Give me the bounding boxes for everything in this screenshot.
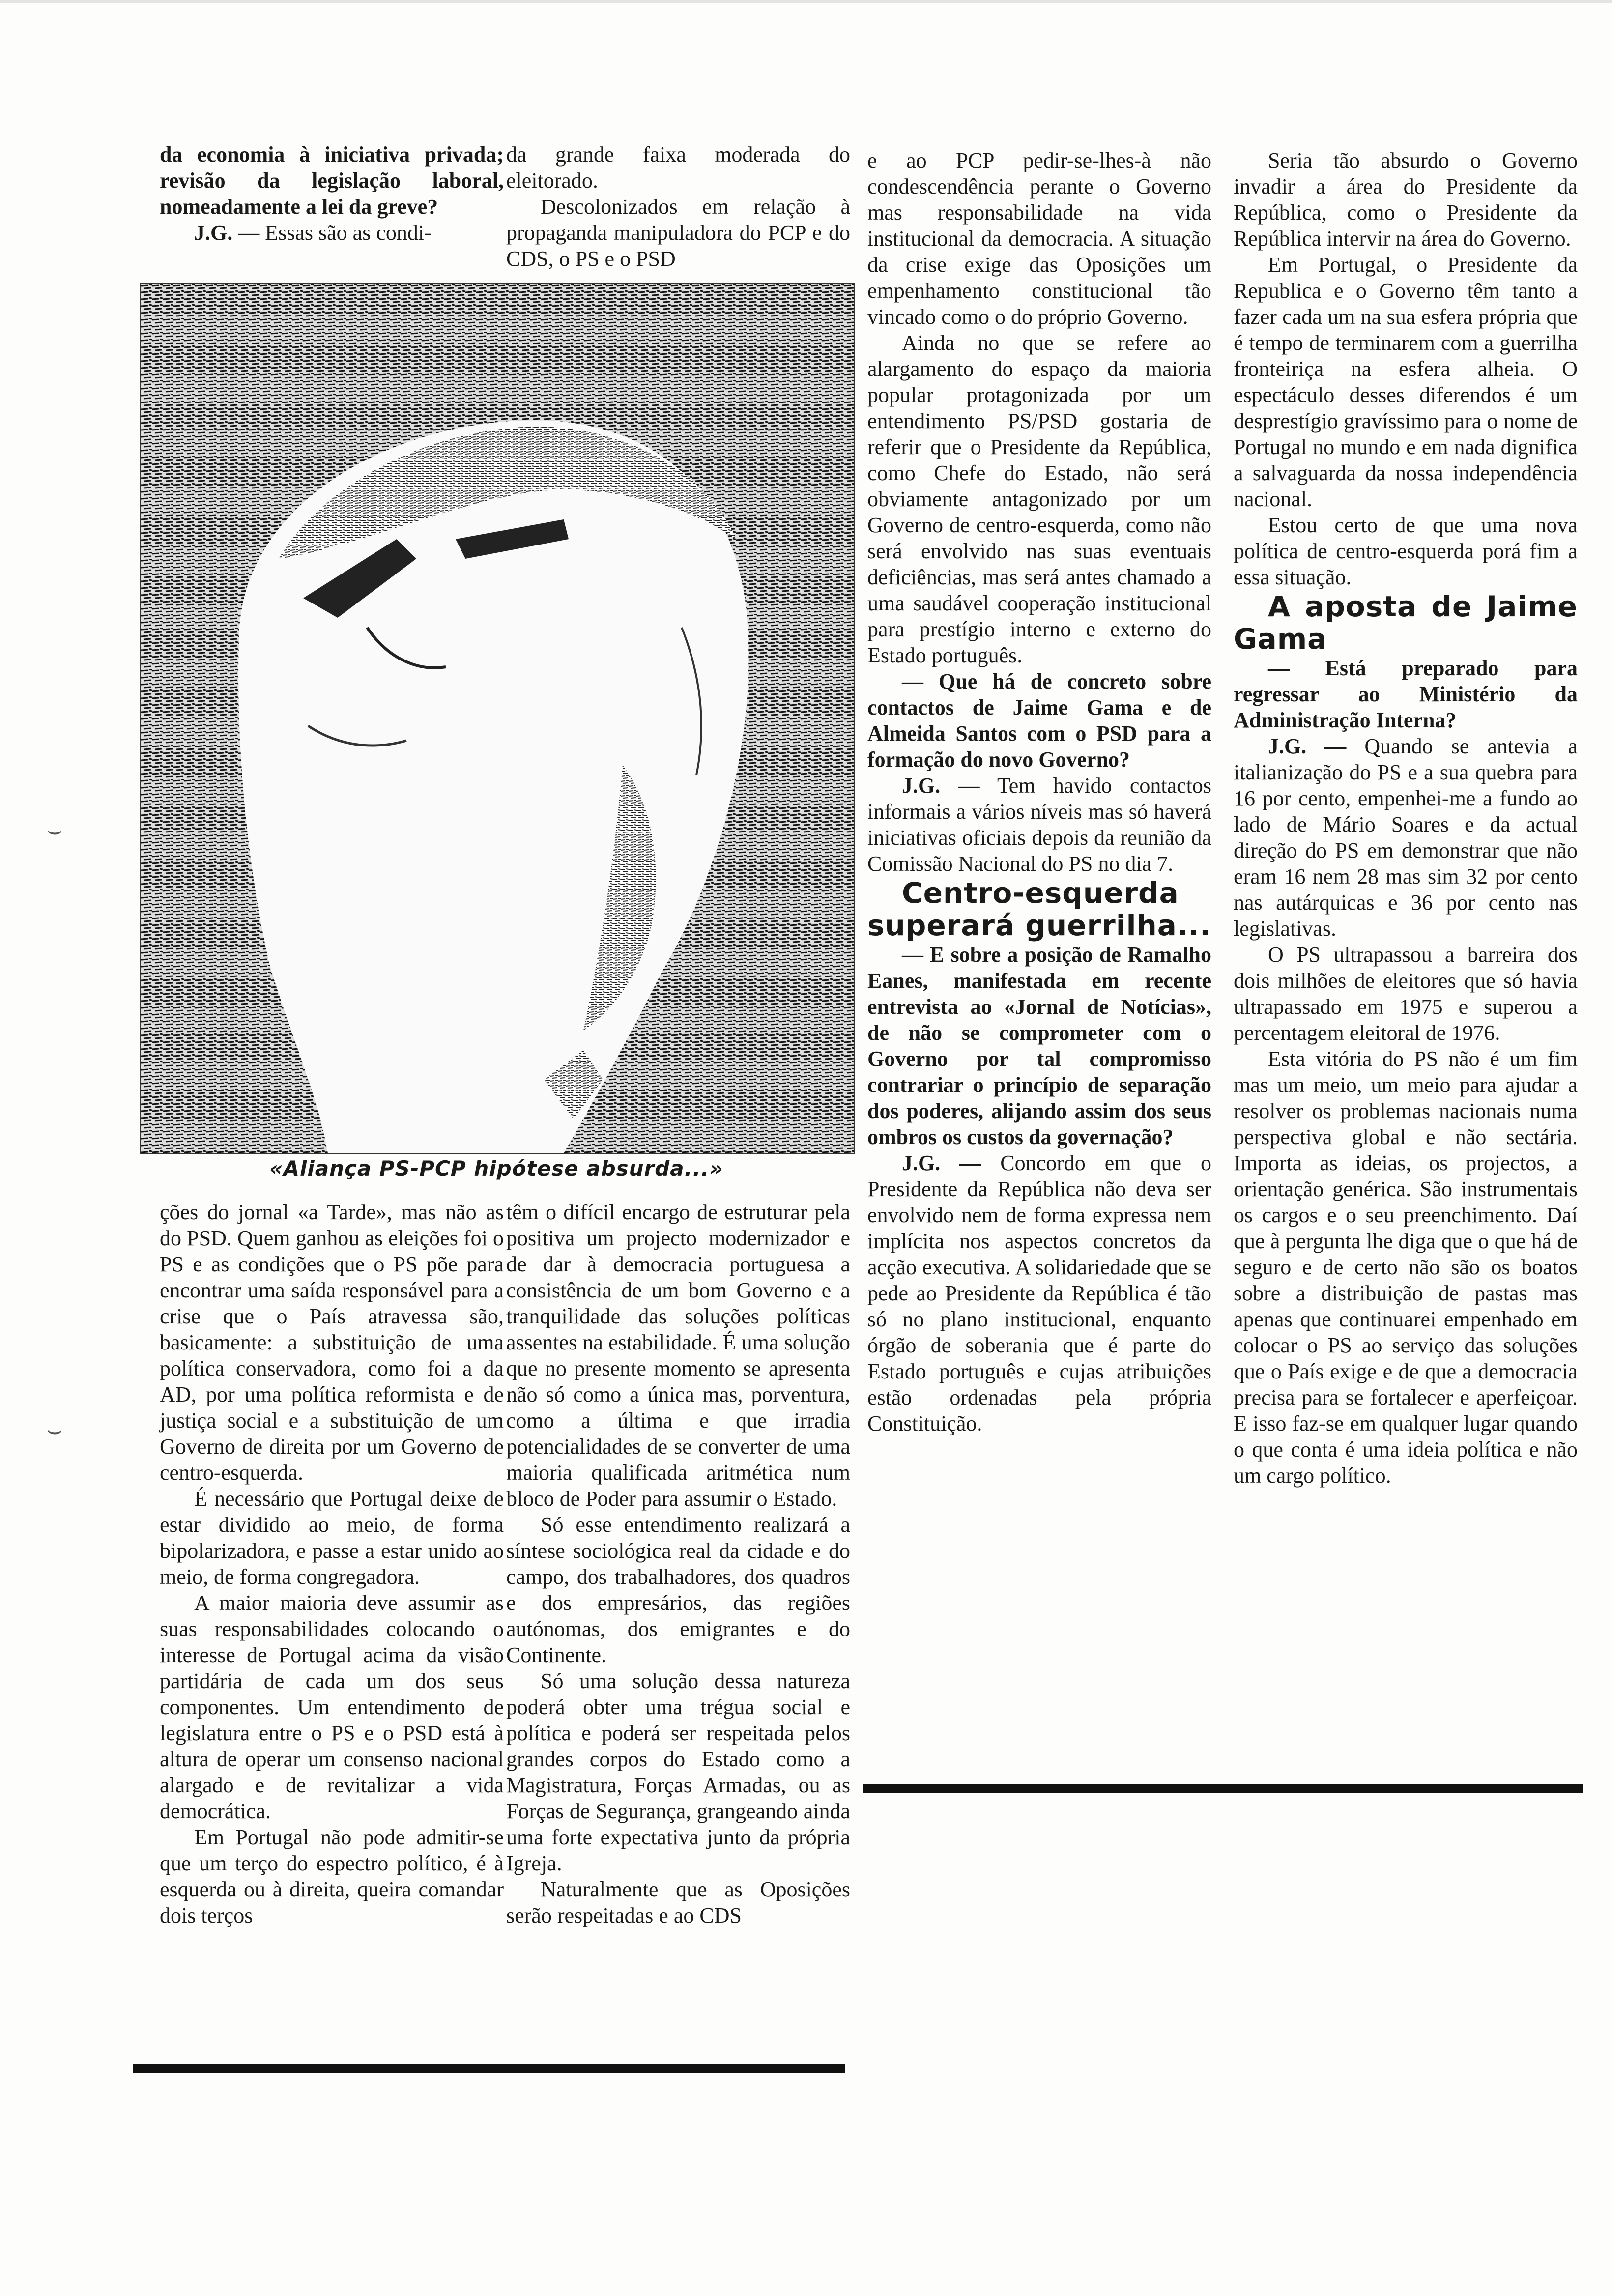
answer-body: Concordo em que o Presidente da República não deva ser envolvido nem de forma expressa nem implícita nos aspectos concretos da acção executiva. A solidariedade que se pede ao Presidente da República é tão só no plano institucional, enquanto órgão de soberania que é parte do Estado português e cujas atribuições estão ordenadas pela própria Constituição. xyxy=(867,1151,1212,1435)
paragraph: Só esse entendimento realizará a síntese sociológica real da cidade e do campo, dos trabalhadores, dos quadros e dos empresários, das regiões autónomas, dos emigrantes e do Continente. xyxy=(506,1513,850,1667)
section-subhead: Centro-esquerda superará guerrilha... xyxy=(867,876,1211,942)
paragraph: Descolonizados em relação à propaganda manipuladora do PCP e do CDS, o PS e o PSD xyxy=(506,195,850,271)
column-1-bottom xyxy=(160,1199,504,2030)
paragraph: ções do jornal «a Tarde», mas não as do PSD. Quem ganhou as eleições foi o PS e as condições que o PS põe para encontrar uma saída responsável para a crise que o País atravessa são, basicamente: a substituição de uma política conservadora, como foi a da AD, por uma política reformista e de justiça social e a substituição de um Governo de direita por um Governo de centro-esquerda. xyxy=(160,1200,504,1485)
paragraph: Ainda no que se refere ao alargamento do espaço da maioria popular protagonizada por um entendimento PS/PSD gostaria de referir que o Presidente da República, como Chefe do Estado, não será obviamente antagonizado por um Governo de centro-esquerda, como não será envolvido nas suas eventuais deficiências, mas será antes chamado a uma saudável cooperação institucional para prestígio interno e externo do Estado português. xyxy=(867,331,1211,667)
column-3 xyxy=(867,147,1211,1774)
answer-body: Tem havido contactos informais a vários níveis mas só haverá iniciativas oficiais depois da reunião da Comissão Nacional do PS no dia 7. xyxy=(867,774,1211,876)
paragraph: e ao PCP pedir-se-lhes-à não condescendência perante o Governo mas responsabilidade na vida institucional da democracia. A situação da crise exige das Oposições um empenhamento constitucional tão vincado como o do próprio Governo. xyxy=(867,148,1211,329)
column-1-top xyxy=(160,142,504,274)
paragraph: Estou certo de que uma nova política de centro-esquerda porá fim a essa situação. xyxy=(1234,513,1578,589)
speaker-label: J.G. — xyxy=(1268,734,1347,758)
paragraph: Seria tão absurdo o Governo invadir a área do Presidente da República, como o Presidente da República intervir na área do Governo. xyxy=(1234,148,1578,251)
column-2-top xyxy=(506,142,850,274)
paragraph: Naturalmente que as Oposições serão respeitadas e ao CDS xyxy=(506,1877,850,1927)
paragraph: Em Portugal não pode admitir-se que um terço do espectro político, é à esquerda ou à direita, queira comandar dois terços xyxy=(160,1825,504,1927)
answer-text xyxy=(1234,733,1578,942)
paragraph: Esta vitória do PS não é um fim mas um meio, um meio para ajudar a resolver os problemas nacionais numa perspectiva global e não sectária. Importa as ideias, os projectos, a orientação genérica. São instrumentais os cargos e o seu preenchimento. Daí que à pergunta lhe diga que o que há de seguro e de certo não são os boatos sobre a distribuição de pastas mas apenas que continuarei empenhado em colocar o PS ao serviço das soluções que o País exige e de que a democracia precisa para se fortalecer e aperfeiçoar. E isso faz-se em qualquer lugar quando o que conta é uma ideia política e não um cargo político. xyxy=(1234,1047,1578,1488)
question-text: da economia à iniciativa privada; revisão da legislação laboral, nomeadamente a lei da greve? xyxy=(160,143,504,219)
speaker-label: J.G. — xyxy=(902,1151,981,1175)
paragraph: Só uma solução dessa natureza poderá obter uma trégua social e política e poderá ser respeitada pelos grandes corpos do Estado como a Magistratura, Forças Armadas, ou as Forças de Segurança, grangeando ainda uma forte expectativa junto da própria Igreja. xyxy=(506,1669,850,1875)
portrait-photo xyxy=(140,283,855,1154)
portrait-image xyxy=(141,284,854,1153)
paragraph: O PS ultrapassou a barreira dos dois milhões de eleitores que só havia ultrapassado em 1975 e superou a percentagem eleitoral de 1976. xyxy=(1234,943,1578,1045)
paragraph: da grande faixa moderada do eleitorado. xyxy=(506,143,850,193)
photo-caption: «Aliança PS-PCP hipótese absurda...» xyxy=(269,1156,723,1180)
column-end-rule xyxy=(133,2064,845,2073)
top-border xyxy=(0,0,1612,3)
speaker-label: J.G. — xyxy=(902,774,980,798)
speaker-label: J.G. — xyxy=(194,221,260,245)
column-4 xyxy=(1234,147,1578,1774)
paragraph: A maior maioria deve assumir as suas responsabilidades colocando o interesse de Portugal acima da visão partidária de cada um dos seus componentes. Um entendimento de legislatura entre o PS e o PSD está à altura de operar um consenso nacional alargado e de revitalizar a vida democrática. xyxy=(160,1591,504,1823)
column-2-bottom xyxy=(506,1199,850,2030)
margin-mark: ⌣ xyxy=(47,1415,63,1444)
question-text: — Que há de concreto sobre contactos de Jaime Gama e de Almeida Santos com o PSD para a formação do novo Governo? xyxy=(867,669,1211,772)
section-subhead: A aposta de Jaime Gama xyxy=(1234,590,1578,656)
question-text: — E sobre a posição de Ramalho Eanes, manifestada em recente entrevista ao «Jornal de Notícias», de não se comprometer com o Governo por tal compromisso contrariar o princípio de separação dos poderes, alijando assim dos seus ombros os custos da governação? xyxy=(867,943,1211,1149)
question-text: — Está preparado para regressar ao Ministério da Administração Interna? xyxy=(1234,656,1578,732)
column-end-rule xyxy=(863,1784,1583,1793)
paragraph: Em Portugal, o Presidente da Republica e o Governo têm tanto a fazer cada um na sua esfera própria que é tempo de terminarem com a guerrilha fronteiriça na esfera alheia. O espectáculo desses diferendos é um desprestígio gravíssimo para o nome de Portugal no mundo e em nada dignifica a salvaguarda da nossa independência nacional. xyxy=(1234,253,1578,511)
answer-text xyxy=(867,773,1211,877)
answer-body: Quando se antevia a italianização do PS e a sua quebra para 16 por cento, empenhei-me a fundo ao lado de Mário Soares e da actual direção do PS em demonstrar que não eram 16 nem 28 mas sim 32 por cento nas autárquicas e 36 por cento nas legislativas. xyxy=(1234,734,1578,941)
margin-mark: ⌣ xyxy=(47,816,63,844)
answer-text xyxy=(160,220,504,246)
answer-start: Essas são as condi- xyxy=(265,221,432,245)
answer-text xyxy=(867,1150,1211,1436)
paragraph: têm o difícil encargo de estruturar pela positiva um projecto modernizador e de dar à democracia portuguesa a consistência de um bom Governo e a tranquilidade das soluções políticas assentes na estabilidade. É uma solução que no presente momento se apresenta não só como a única mas, porventura, como a última e que irradia potencialidades de se converter de uma maioria qualificada aritmética num bloco de Poder para assumir o Estado. xyxy=(506,1200,850,1511)
paragraph: É necessário que Portugal deixe de estar dividido ao meio, de forma bipolarizadora, e passe a estar unido ao meio, de forma congregadora. xyxy=(160,1487,504,1589)
